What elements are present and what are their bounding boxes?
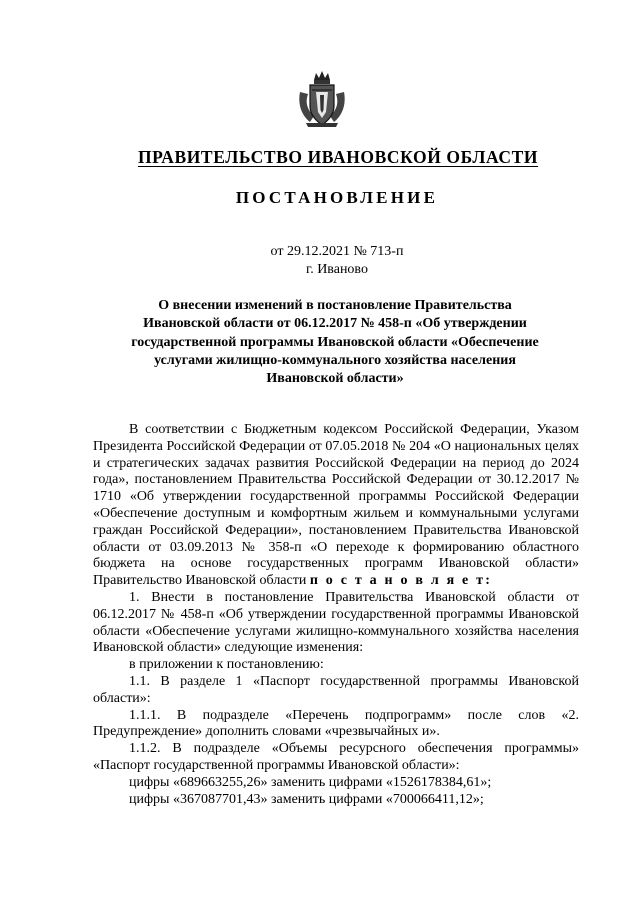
preamble-text: В соответствии с Бюджетным кодексом Российской Федерации, Указом Президента Российской Федерации от 07.05.2018 № 204 «О национальных целях и стратегических задачах развития Российской Федерации на период до 2024 года», постановлением Правительства Российской Федерации от 30.12.2017 № 1710 «Об утверждении государственной программы Российской Федерации «Обеспечение доступным и комфортным жильем и коммунальными услугами граждан Российской Федерации», постановлением Правительства Ивановской области от 03.09.2013 № 358-п «О переходе к формированию областного бюджета на основе государственных программ Ивановской области» Правительство Ивановской области [93,422,579,589]
heading-line: государственной программы Ивановской области «Обеспечение [131,334,539,350]
coat-of-arms-icon [296,70,348,128]
heading-line: О внесении изменений в постановление Правительства [158,298,512,313]
appendix-paragraph: в приложении к постановлению: [129,657,324,673]
item-1-1-2-paragraph: 1.1.2. В подразделе «Объемы ресурсного обеспечения программы» «Паспорт государственной программы Ивановской области»: [93,741,579,773]
heading-line: Ивановской области» [266,371,404,387]
replacement-line: цифры «367087701,43» заменить цифрами «700066411,12»; [129,791,484,807]
document-type: ПОСТАНОВЛЕНИЕ [235,188,439,207]
document-city: г. Иваново [306,262,368,277]
organization-title: ПРАВИТЕЛЬСТВО ИВАНОВСКОЙ ОБЛАСТИ [137,147,539,167]
item-1-1-1-paragraph: 1.1.1. В подразделе «Перечень подпрограмм» после слов «2. Предупреждение» дополнить словами «чрезвычайных и». [93,707,579,740]
document-heading [105,297,565,388]
preamble-paragraph [93,422,579,590]
decree-word: п о с т а н о в л я е т: [309,573,493,589]
replacement-line: цифры «689663255,26» заменить цифрами «1526178384,61»; [129,774,492,790]
heading-line: услугами жилищно-коммунального хозяйства населения [154,352,516,368]
item-1-1-paragraph: 1.1. В разделе 1 «Паспорт государственной программы Ивановской области»: [93,673,579,706]
heading-line: Ивановской области от 06.12.2017 № 458-п «Об утверждении [143,316,527,332]
document-body [93,422,579,808]
item-1-paragraph: 1. Внести в постановление Правительства Ивановской области от 06.12.2017 № 458-п «Об утверждении государственной программы Ивановской области «Обеспечение услугами жилищно-коммунального хозяйства населения Ивановской области» следующие изменения: [93,589,579,656]
document-date-number: от 29.12.2021 № 713-п [270,244,404,259]
